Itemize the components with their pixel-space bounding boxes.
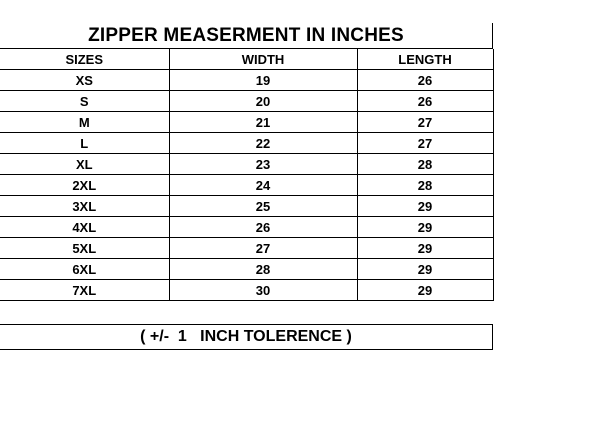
width-cell: 26 (169, 217, 357, 238)
chart-title: ZIPPER MEASERMENT IN INCHES (0, 23, 493, 49)
length-cell: 26 (357, 70, 493, 91)
table-row (0, 217, 493, 238)
length-cell: 26 (357, 91, 493, 112)
header-length: LENGTH (357, 49, 493, 70)
length-cell: 29 (357, 259, 493, 280)
width-cell: 23 (169, 154, 357, 175)
table-row (0, 154, 493, 175)
size-cell: M (0, 112, 169, 133)
table-body (0, 70, 493, 301)
size-cell: 6XL (0, 259, 169, 280)
size-cell: 2XL (0, 175, 169, 196)
width-cell: 20 (169, 91, 357, 112)
width-cell: 19 (169, 70, 357, 91)
width-cell: 25 (169, 196, 357, 217)
table-row (0, 133, 493, 154)
width-cell: 28 (169, 259, 357, 280)
size-cell: 4XL (0, 217, 169, 238)
table-row (0, 112, 493, 133)
width-cell: 24 (169, 175, 357, 196)
header-row (0, 49, 493, 70)
length-cell: 29 (357, 196, 493, 217)
width-cell: 30 (169, 280, 357, 301)
length-cell: 28 (357, 175, 493, 196)
width-cell: 22 (169, 133, 357, 154)
length-cell: 29 (357, 238, 493, 259)
table-row (0, 91, 493, 112)
table-row (0, 238, 493, 259)
size-cell: XL (0, 154, 169, 175)
size-cell: 5XL (0, 238, 169, 259)
measurement-table (0, 49, 494, 301)
length-cell: 29 (357, 280, 493, 301)
length-cell: 29 (357, 217, 493, 238)
size-cell: XS (0, 70, 169, 91)
size-chart (0, 23, 493, 301)
length-cell: 27 (357, 112, 493, 133)
table-row (0, 259, 493, 280)
size-cell: S (0, 91, 169, 112)
table-row (0, 280, 493, 301)
table-row (0, 70, 493, 91)
header-width: WIDTH (169, 49, 357, 70)
width-cell: 27 (169, 238, 357, 259)
table-row (0, 196, 493, 217)
size-cell: L (0, 133, 169, 154)
length-cell: 28 (357, 154, 493, 175)
header-sizes: SIZES (0, 49, 169, 70)
size-cell: 3XL (0, 196, 169, 217)
length-cell: 27 (357, 133, 493, 154)
width-cell: 21 (169, 112, 357, 133)
tolerance-note: ( +/- 1 INCH TOLERENCE ) (0, 324, 493, 350)
size-cell: 7XL (0, 280, 169, 301)
table-row (0, 175, 493, 196)
